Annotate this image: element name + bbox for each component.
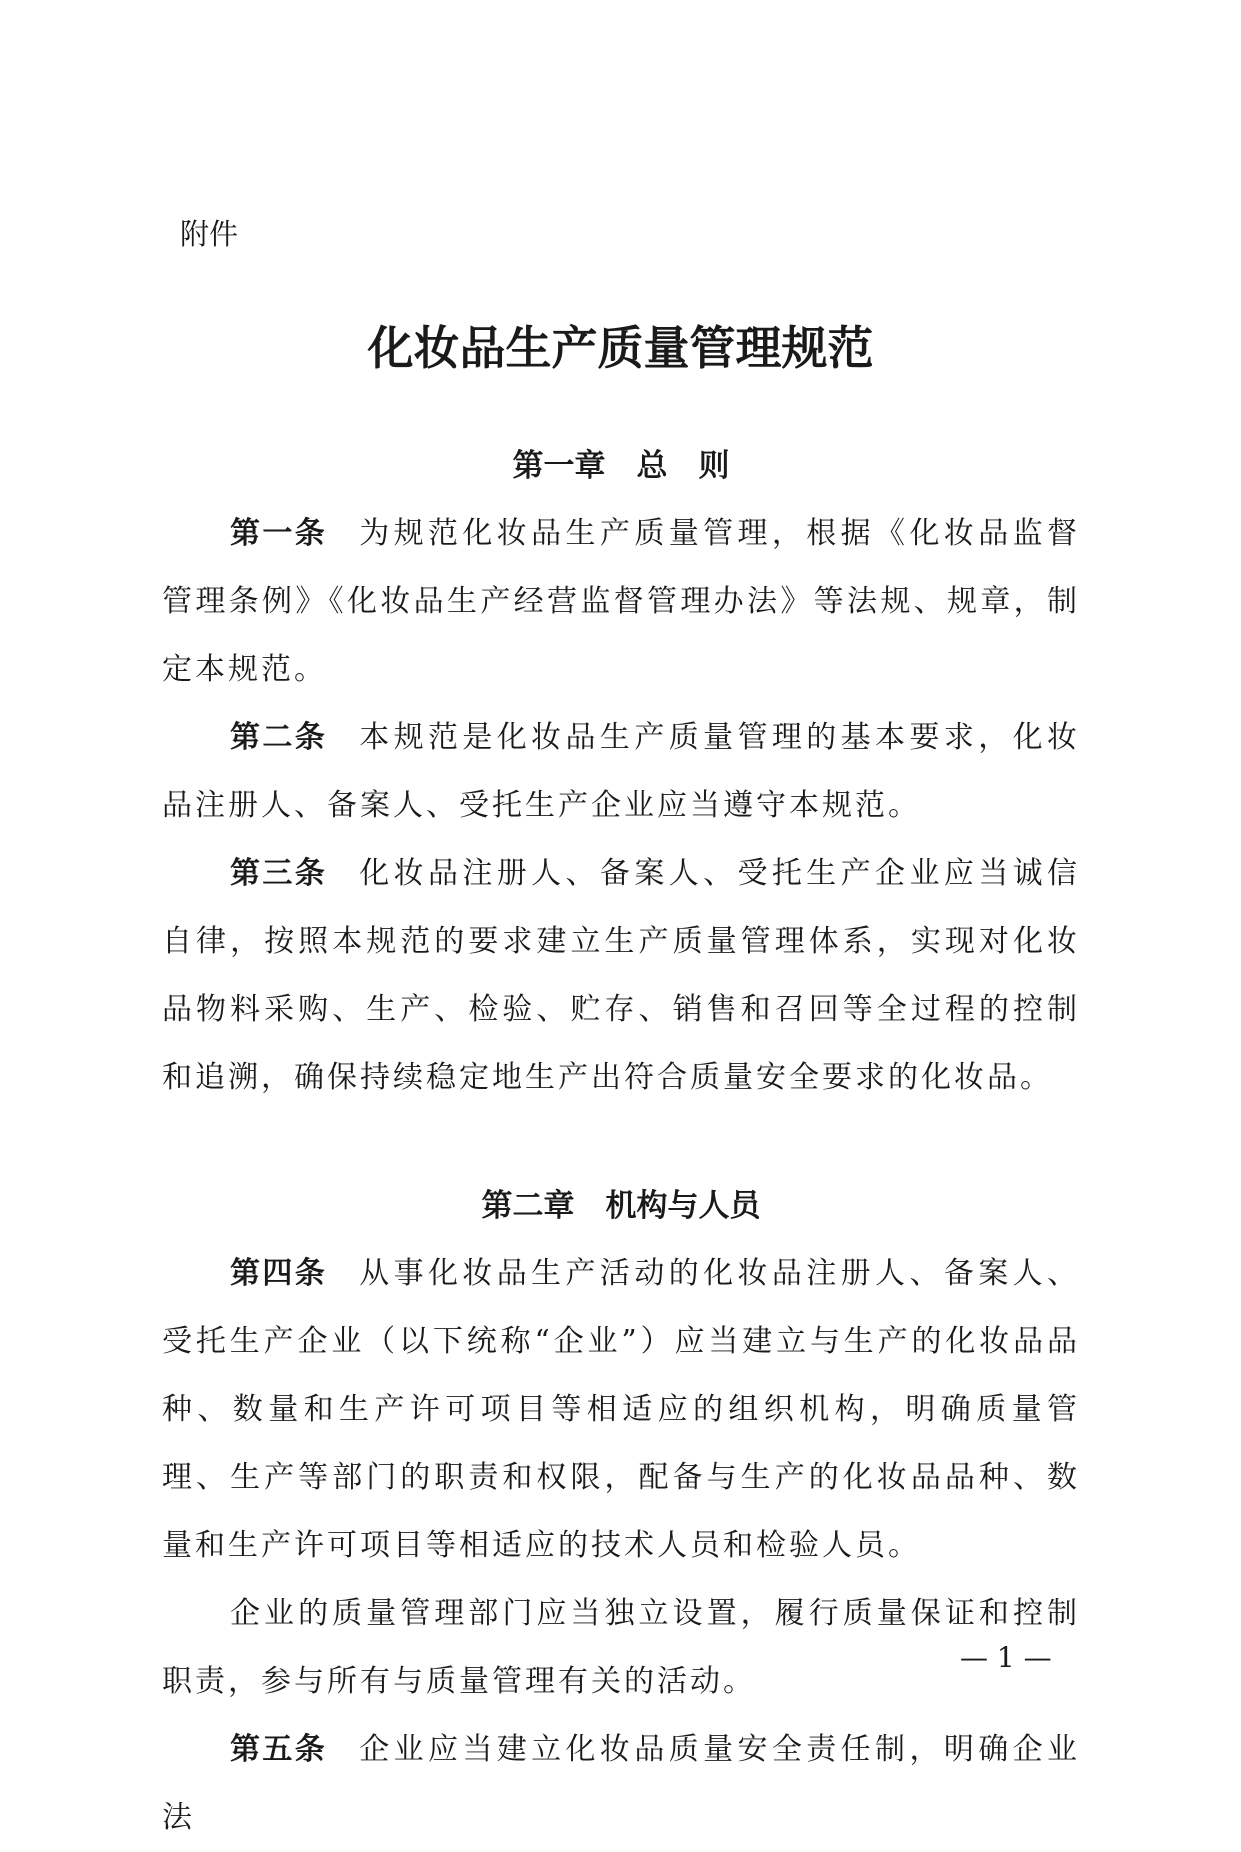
chapter-heading: 第二章 机构与人员: [481, 1188, 761, 1224]
chapter-heading: 第一章 总 则: [512, 448, 730, 484]
article-text: 化妆品注册人、备案人、受托生产企业应当诚信自律，按照本规范的要求建立生产质量管理体系，实现对化妆品物料采购、生产、检验、贮存、销售和召回等全过程的控制和追溯，确保持续稳定地生产出符合质量安全要求的化妆品。: [162, 856, 1081, 1095]
page-number: — 1 —: [960, 1641, 1052, 1674]
article-text: 本规范是化妆品生产质量管理的基本要求，化妆品注册人、备案人、受托生产企业应当遵守本规范。: [162, 720, 1081, 823]
article-number: 第四条: [230, 1256, 328, 1291]
article-number: 第三条: [230, 856, 328, 891]
article-text: 从事化妆品生产活动的化妆品注册人、备案人、受托生产企业（以下统称“企业”）应当建立与生产的化妆品品种、数量和生产许可项目等相适应的组织机构，明确质量管理、生产等部门的职责和权限，配备与生产的化妆品品种、数量和生产许可项目等相适应的技术人员和检验人员。: [162, 1256, 1081, 1563]
article-paragraph: [162, 704, 1080, 840]
document-body: [162, 432, 1080, 1852]
article-text: 为规范化妆品生产质量管理，根据《化妆品监督管理条例》《化妆品生产经营监督管理办法》等法规、规章，制定本规范。: [162, 516, 1081, 687]
attachment-label: 附件: [180, 217, 239, 251]
article-number: 第一条: [230, 516, 328, 551]
article-paragraph: [162, 1580, 1080, 1716]
document-title: 化妆品生产质量管理规范: [367, 321, 874, 375]
article-paragraph: [162, 1716, 1080, 1852]
article-text: 企业应当建立化妆品质量安全责任制，明确企业法: [162, 1732, 1081, 1835]
article-paragraph: [162, 1240, 1080, 1580]
article-paragraph: [162, 500, 1080, 704]
article-number: 第五条: [230, 1732, 328, 1767]
article-paragraph: [162, 840, 1080, 1112]
article-number: 第二条: [230, 720, 328, 755]
article-text: 企业的质量管理部门应当独立设置，履行质量保证和控制职责，参与所有与质量管理有关的活动。: [162, 1596, 1080, 1699]
